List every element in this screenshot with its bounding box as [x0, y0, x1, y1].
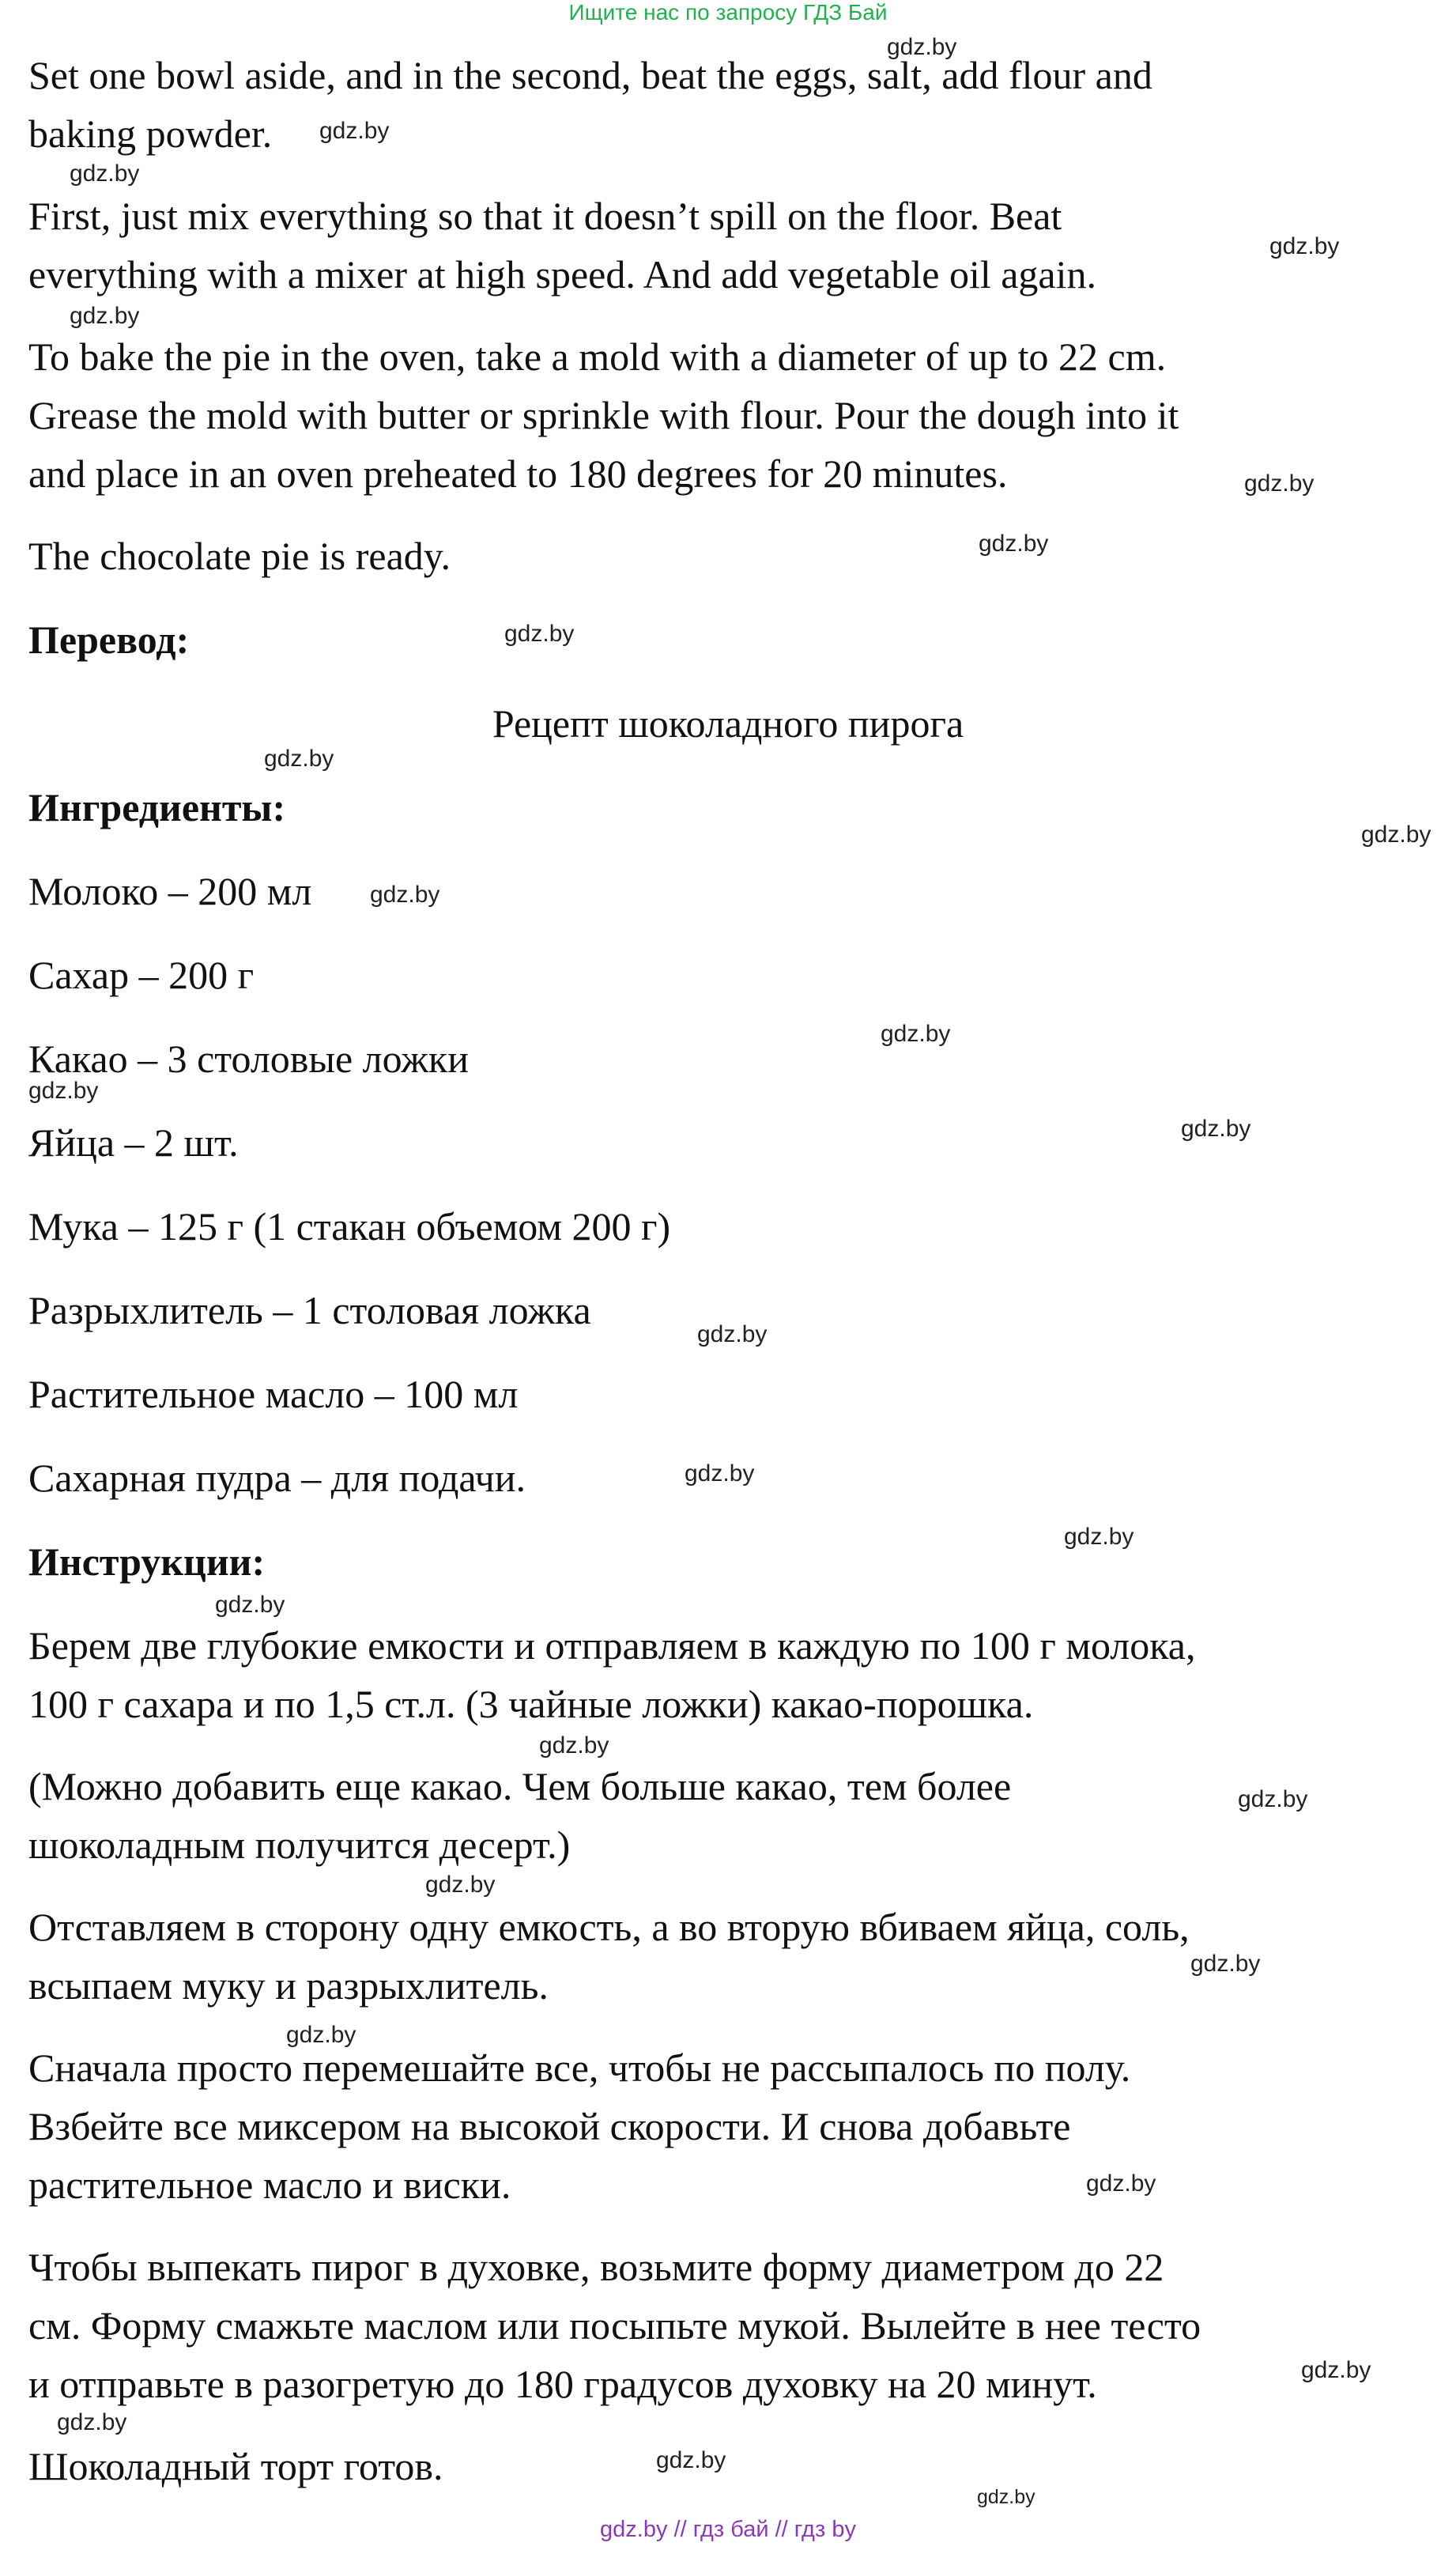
english-paragraph-3: To bake the pie in the oven, take a mold with a diameter of up to 22 cm. Grease the mold with butter or sprinkle with flour. Pour the dough into it and place in an oven preheated to 180 degrees for 20 minutes. — [28, 334, 1179, 496]
watermark: gdz.by — [504, 621, 575, 647]
ingredient-item: Сахарная пудра – для подачи. — [28, 1456, 526, 1500]
watermark: gdz.by — [1301, 2357, 1371, 2383]
watermark: gdz.by — [979, 531, 1049, 557]
watermark: gdz.by — [697, 1321, 768, 1347]
watermark: gdz.by — [1190, 1951, 1261, 1977]
english-paragraph-4: The chocolate pie is ready. — [28, 534, 451, 578]
watermark: gdz.by — [1086, 2170, 1156, 2197]
watermark: gdz.by — [1269, 233, 1340, 259]
instructions-heading: Инструкции: — [28, 1539, 266, 1584]
watermark: gdz.by — [370, 882, 440, 908]
translation-heading: Перевод: — [28, 618, 190, 662]
watermark: gdz.by — [319, 118, 390, 144]
watermark: gdz.by — [1244, 470, 1315, 497]
watermark: gdz.by — [539, 1732, 609, 1759]
ingredients-heading: Ингредиенты: — [28, 785, 286, 829]
english-paragraph-2: First, just mix everything so that it doesn’t spill on the floor. Beat everything with a mixer at high speed. And add vegetable oil again. — [28, 194, 1097, 297]
watermark: gdz.by — [286, 2022, 356, 2048]
watermark: gdz.by — [1238, 1786, 1308, 1812]
instruction-step-1: Берем две глубокие емкости и отправляем в каждую по 100 г молока, 100 г сахара и по 1,5 ст.л. (3 чайные ложки) какао-порошка. — [28, 1623, 1196, 1726]
watermark: gdz.by — [685, 1460, 755, 1487]
recipe-title: Рецепт шоколадного пирога — [492, 701, 964, 746]
instruction-step-3: Отставляем в сторону одну емкость, а во вторую вбиваем яйца, соль, всыпаем муку и разрыхлитель. — [28, 1905, 1190, 2008]
ingredient-item: Сахар – 200 г — [28, 953, 255, 997]
instruction-step-5: Чтобы выпекать пирог в духовке, возьмите форму диаметром до 22 см. Форму смажьте маслом или посыпьте мукой. Вылейте в нее тесто и отправьте в разогретую до 180 градусов духовку на 20 минут. — [28, 2245, 1201, 2406]
watermark: gdz.by — [70, 161, 140, 187]
watermark: gdz.by — [70, 303, 140, 329]
ingredient-item: Мука – 125 г (1 стакан объемом 200 г) — [28, 1204, 671, 1249]
search-hint-banner[interactable]: Ищите нас по запросу ГДЗ Бай — [568, 0, 888, 25]
ingredient-item: Какао – 3 столовые ложки — [28, 1037, 469, 1081]
ingredient-item: Растительное масло – 100 мл — [28, 1372, 519, 1416]
watermark: gdz.by — [977, 2486, 1035, 2508]
watermark: gdz.by — [1181, 1116, 1251, 1142]
watermark: gdz.by — [57, 2409, 127, 2435]
watermark: gdz.by — [28, 1078, 99, 1104]
footer-links[interactable]: gdz.by // гдз бай // гдз by — [600, 2517, 856, 2542]
watermark: gdz.by — [1361, 822, 1431, 848]
watermark: gdz.by — [887, 34, 957, 60]
watermark: gdz.by — [1064, 1524, 1134, 1550]
ingredient-item: Молоко – 200 мл — [28, 869, 312, 913]
watermark: gdz.by — [425, 1872, 496, 1898]
instruction-step-4: Сначала просто перемешайте все, чтобы не рассыпалось по полу. Взбейте все миксером на высокой скорости. И снова добавьте растительное масло и виски. — [28, 2046, 1131, 2207]
instruction-step-6: Шоколадный торт готов. — [28, 2444, 443, 2488]
watermark: gdz.by — [881, 1021, 951, 1047]
english-paragraph-1: Set one bowl aside, and in the second, beat the eggs, salt, add flour and baking powder. — [28, 53, 1152, 156]
instruction-step-2: (Можно добавить еще какао. Чем больше какао, тем более шоколадным получится десерт.) — [28, 1764, 1012, 1867]
watermark: gdz.by — [215, 1592, 285, 1618]
ingredient-item: Яйца – 2 шт. — [28, 1120, 239, 1165]
ingredient-item: Разрыхлитель – 1 столовая ложка — [28, 1288, 591, 1332]
watermark: gdz.by — [264, 746, 334, 772]
watermark: gdz.by — [656, 2447, 726, 2473]
